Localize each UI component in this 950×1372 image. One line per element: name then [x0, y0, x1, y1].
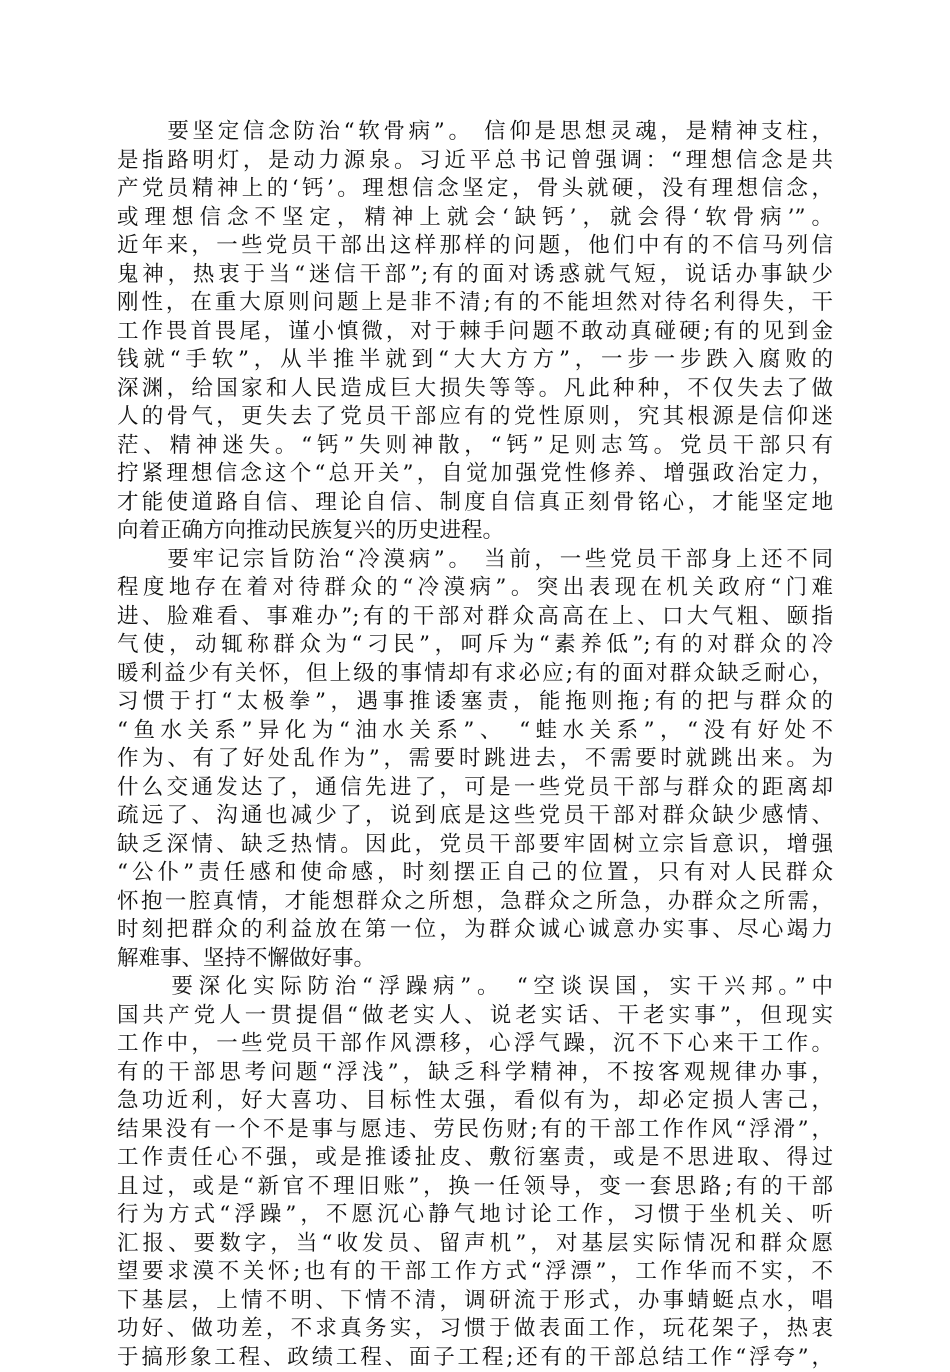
- text-line: 于搞形象工程、政绩工程、面子工程;还有的干部总结工作“浮夸”，: [117, 1344, 833, 1372]
- text-line: 是指路明灯，是动力源泉。习近平总书记曾强调：“理想信念是共: [117, 147, 833, 176]
- text-line: 或理想信念不坚定，精神上就会‘缺钙’，就会得‘软骨病’”。: [117, 204, 833, 233]
- text-line: 钱就“手软”，从半推半就到“大大方方”，一步一步跌入腐败的: [117, 346, 833, 375]
- text-line: 深渊，给国家和人民造成巨大损失等等。凡此种种，不仅失去了做: [117, 375, 833, 404]
- text-line: 作为、有了好处乱作为”，需要时跳进去，不需要时就跳出来。为: [117, 745, 833, 774]
- text-line: 工作责任心不强，或是推诿扯皮、敷衍塞责，或是不思进取、得过: [117, 1144, 833, 1173]
- text-line: 人的骨气，更失去了党员干部应有的党性原则，究其根源是信仰迷: [117, 403, 833, 432]
- text-line: 且过，或是“新官不理旧账”，换一任领导，变一套思路;有的干部: [117, 1173, 833, 1202]
- text-line: 要深化实际防治“浮躁病”。 “空谈误国，实干兴邦。”中: [117, 973, 833, 1002]
- text-line: 要坚定信念防治“软骨病”。 信仰是思想灵魂，是精神支柱，: [117, 118, 833, 147]
- text-line: “公仆”责任感和使命感，时刻摆正自己的位置，只有对人民群众: [117, 859, 833, 888]
- text-line: 进、脸难看、事难办”;有的干部对群众高高在上、口大气粗、颐指: [117, 603, 833, 632]
- text-line: 拧紧理想信念这个“总开关”，自觉加强党性修养、增强政治定力，: [117, 460, 833, 489]
- text-line: 刚性，在重大原则问题上是非不清;有的不能坦然对待名利得失，干: [117, 289, 833, 318]
- text-line: “鱼水关系”异化为“油水关系”、 “蛙水关系”，“没有好处不: [117, 717, 833, 746]
- document-body: [117, 118, 833, 1372]
- text-line: 汇报、要数字，当“收发员、留声机”，对基层实际情况和群众愿: [117, 1230, 833, 1259]
- text-line: 近年来，一些党员干部出这样那样的问题，他们中有的不信马列信: [117, 232, 833, 261]
- text-line: 习惯于打“太极拳”，遇事推诿塞责，能拖则拖;有的把与群众的: [117, 688, 833, 717]
- text-line: 望要求漠不关怀;也有的干部工作方式“浮漂”，工作华而不实，不: [117, 1258, 833, 1287]
- text-line: 工作畏首畏尾，谨小慎微，对于棘手问题不敢动真碰硬;有的见到金: [117, 318, 833, 347]
- text-line: 结果没有一个不是事与愿违、劳民伤财;有的干部工作作风“浮滑”，: [117, 1116, 833, 1145]
- text-line: 国共产党人一贯提倡“做老实人、说老实话、干老实事”，但现实: [117, 1002, 833, 1031]
- text-line: 怀抱一腔真情，才能想群众之所想，急群众之所急，办群众之所需，: [117, 888, 833, 917]
- text-line: 才能使道路自信、理论自信、制度自信真正刻骨铭心，才能坚定地: [117, 489, 833, 518]
- text-line: 时刻把群众的利益放在第一位，为群众诚心诚意办实事、尽心竭力: [117, 916, 833, 945]
- text-line: 功好、做功差，不求真务实，习惯于做表面工作，玩花架子，热衷: [117, 1315, 833, 1344]
- text-line: 气使，动辄称群众为“刁民”，呵斥为“素养低”;有的对群众的冷: [117, 631, 833, 660]
- text-line: 疏远了、沟通也减少了，说到底是这些党员干部对群众缺少感情、: [117, 802, 833, 831]
- text-line: 缺乏深情、缺乏热情。因此，党员干部要牢固树立宗旨意识，增强: [117, 831, 833, 860]
- text-line: 产党员精神上的‘钙’。理想信念坚定，骨头就硬，没有理想信念，: [117, 175, 833, 204]
- text-line: 下基层，上情不明、下情不清，调研流于形式，办事蜻蜓点水，唱: [117, 1287, 833, 1316]
- text-line: 程度地存在着对待群众的“冷漠病”。突出表现在机关政府“门难: [117, 574, 833, 603]
- text-line: 工作中，一些党员干部作风漂移，心浮气躁，沉不下心来干工作。: [117, 1030, 833, 1059]
- text-line: 解难事、坚持不懈做好事。: [117, 945, 833, 974]
- text-line: 什么交通发达了，通信先进了，可是一些党员干部与群众的距离却: [117, 774, 833, 803]
- text-line: 暖利益少有关怀，但上级的事情却有求必应;有的面对群众缺乏耐心，: [117, 660, 833, 689]
- text-line: 鬼神，热衷于当“迷信干部”;有的面对诱惑就气短，说话办事缺少: [117, 261, 833, 290]
- text-line: 急功近利，好大喜功、目标性太强，看似有为，却必定损人害己，: [117, 1087, 833, 1116]
- text-line: 要牢记宗旨防治“冷漠病”。 当前，一些党员干部身上还不同: [117, 546, 833, 575]
- text-line: 有的干部思考问题“浮浅”，缺乏科学精神，不按客观规律办事，: [117, 1059, 833, 1088]
- text-line: 茫、精神迷失。“钙”失则神散，“钙”足则志笃。党员干部只有: [117, 432, 833, 461]
- text-line: 向着正确方向推动民族复兴的历史进程。: [117, 517, 833, 546]
- text-line: 行为方式“浮躁”，不愿沉心静气地讨论工作，习惯于坐机关、听: [117, 1201, 833, 1230]
